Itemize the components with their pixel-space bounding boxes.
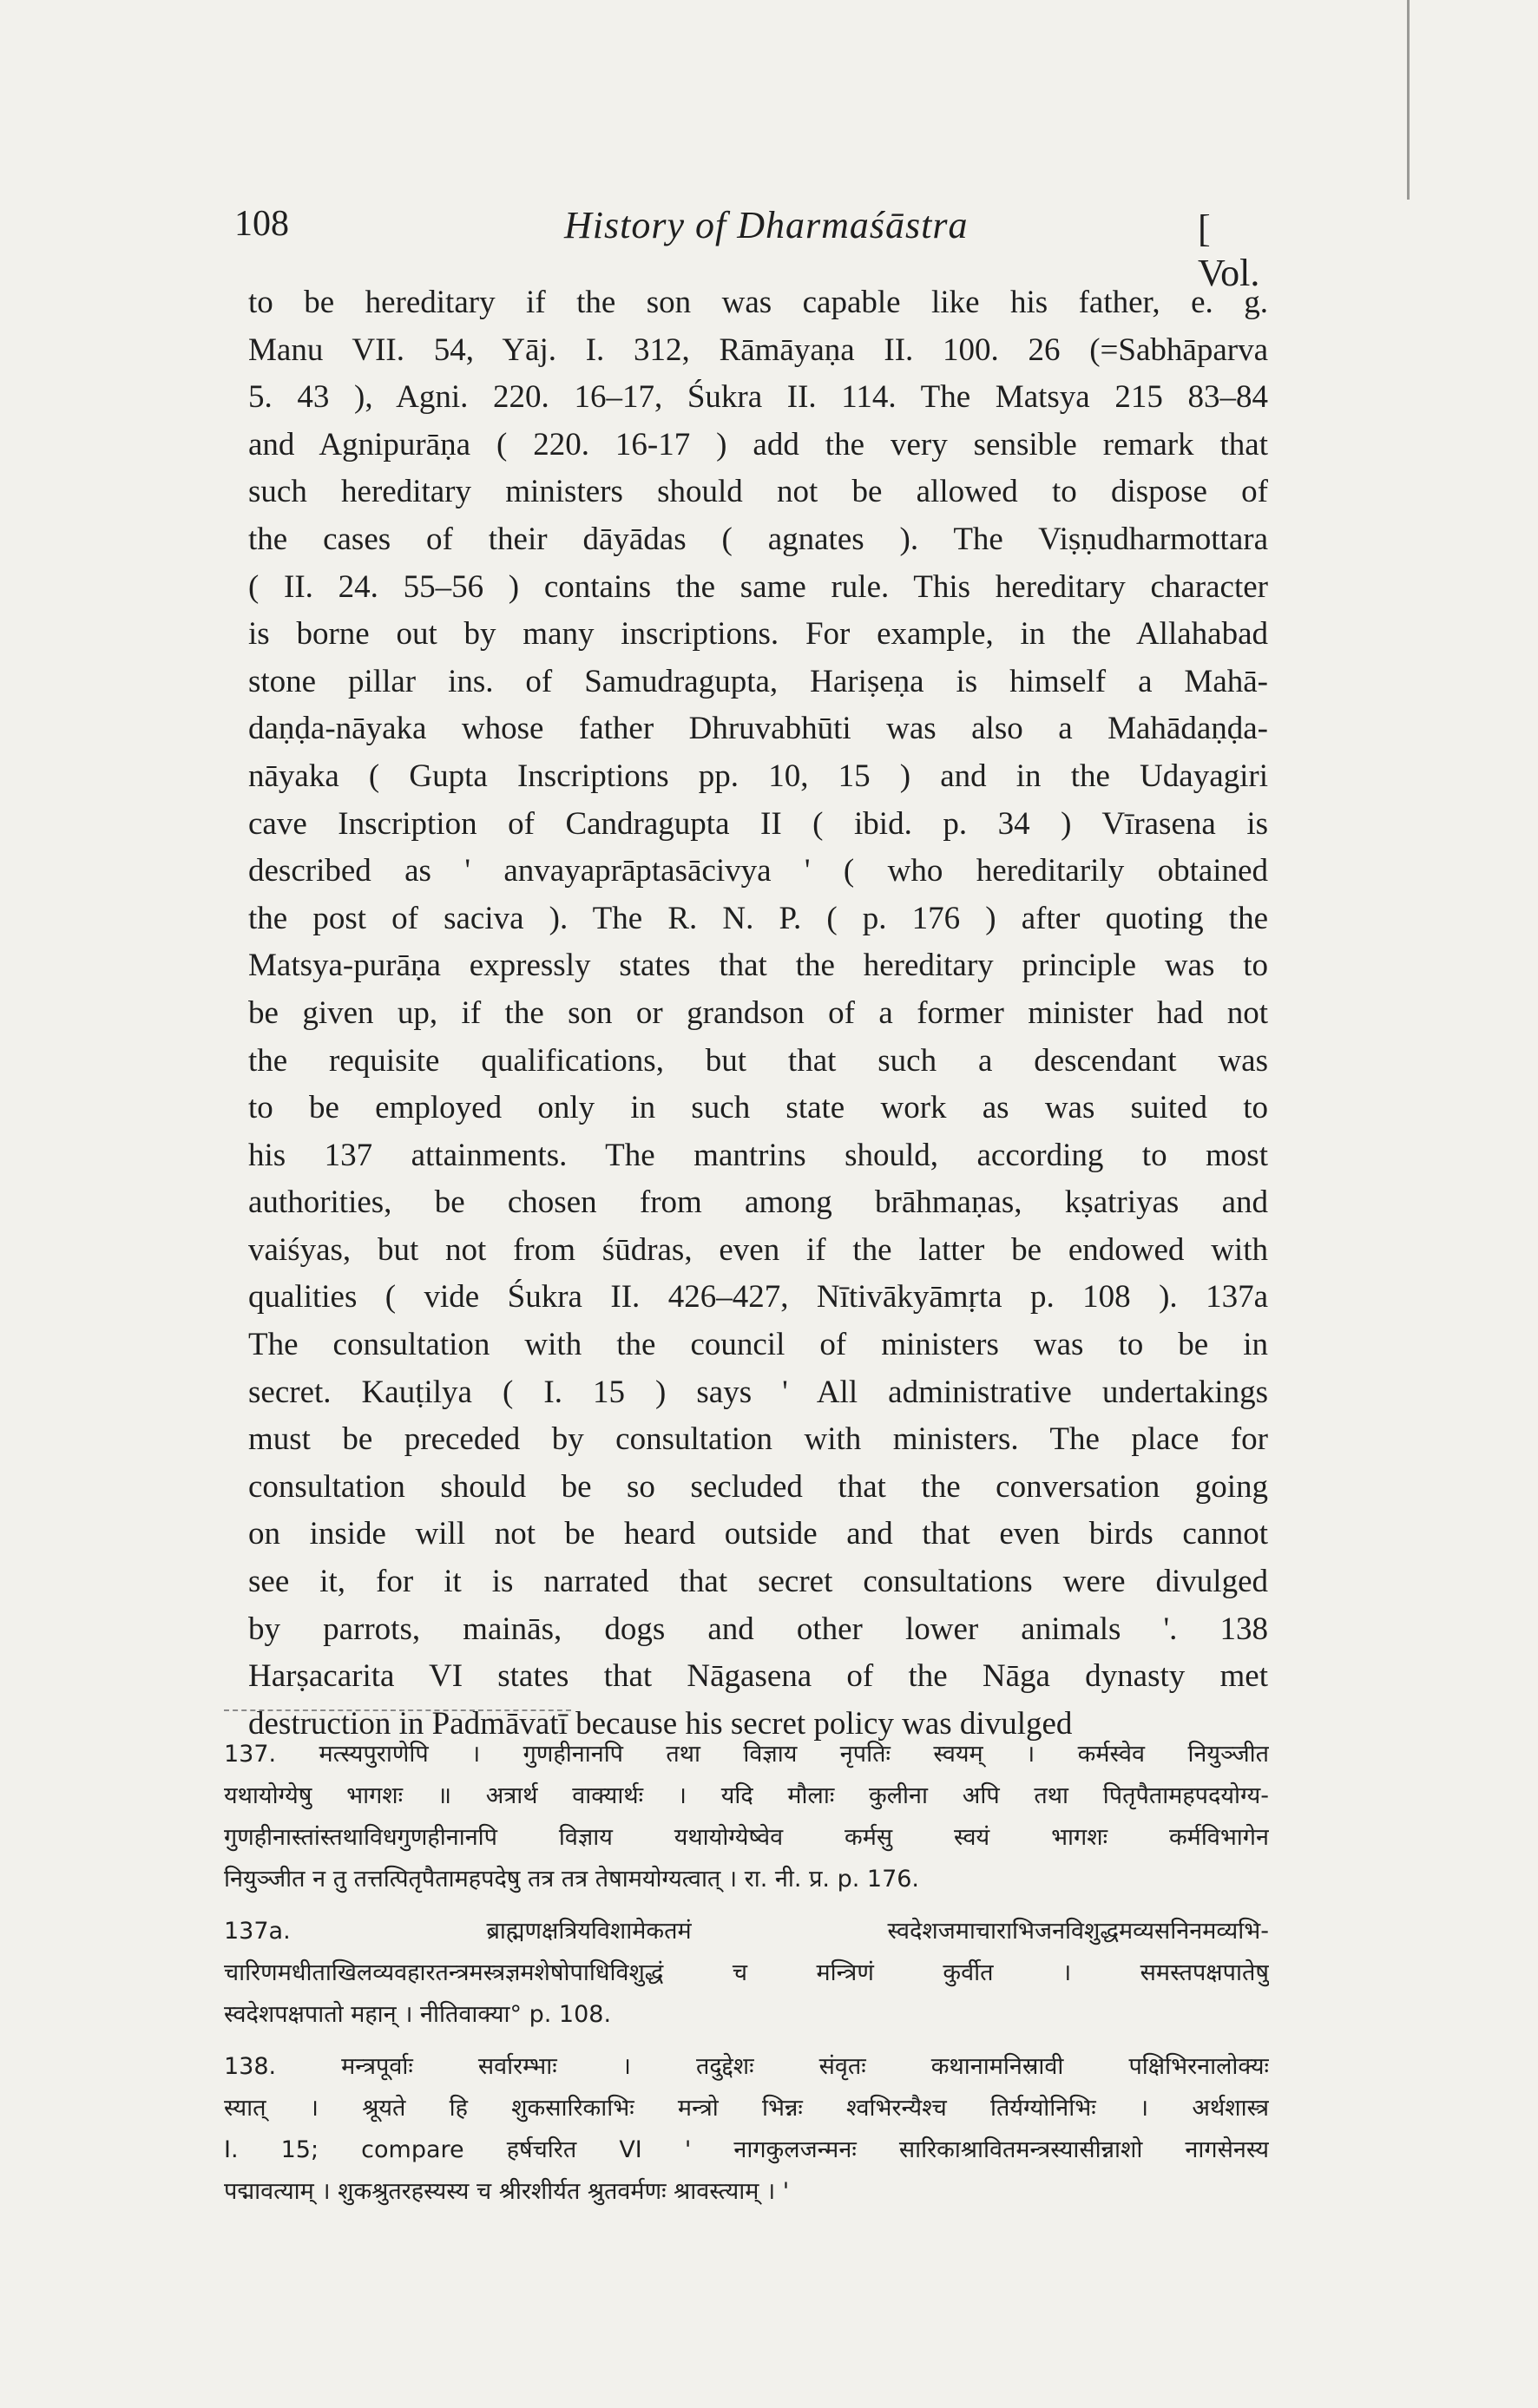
body-line: vaiśyas, but not from śūdras, even if the latter be endowed with bbox=[248, 1231, 1268, 1268]
body-line: the cases of their dāyādas ( agnates ). The Viṣṇudharmottara bbox=[248, 521, 1268, 557]
body-line: The consultation with the council of ministers was to be in bbox=[248, 1327, 1268, 1363]
footnote-line: यथायोग्येषु भागशः ॥ अत्रार्थ वाक्यार्थः । यदि मौलाः कुलीना अपि तथा पितृपैतामहपदयोग्य- bbox=[224, 1782, 1269, 1809]
footnote-line: 138. मन्त्रपूर्वाः सर्वारम्भाः । तदुद्देशः संवृतः कथानामनिस्रावी पक्षिभिरनालोक्यः bbox=[224, 2053, 1269, 2080]
body-line: authorities, be chosen from among brāhmaṇas, kṣatriyas and bbox=[248, 1184, 1268, 1221]
body-line: Manu VII. 54, Yāj. I. 312, Rāmāyaṇa II. 100. 26 (=Sabhāparva bbox=[248, 331, 1268, 368]
footnote-138 bbox=[224, 2046, 1269, 2213]
footnote-line: नियुञ्जीत न तु तत्तत्पितृपैतामहपदेषु तत्र तत्र तेषामयोग्यत्वात् । रा. नी. प्र. p. 176. bbox=[224, 1866, 920, 1893]
body-line: Matsya-purāṇa expressly states that the hereditary principle was to bbox=[248, 948, 1268, 984]
footnote-line: स्वदेशपक्षपातो महान् । नीतिवाक्या° p. 108. bbox=[224, 2001, 612, 2028]
body-line: to be hereditary if the son was capable like his father, e. g. bbox=[248, 285, 1268, 320]
running-title: History of Dharmaśāstra bbox=[564, 204, 969, 246]
footnote-line: 137a. ब्राह्मणक्षत्रियविशामेकतमं स्वदेशजमाचाराभिजनविशुद्धमव्यसनिनमव्यभि- bbox=[224, 1918, 1269, 1945]
body-line: nāyaka ( Gupta Inscriptions pp. 10, 15 ) and in the Udayagiri bbox=[248, 758, 1268, 794]
body-line: to be employed only in such state work as was suited to bbox=[248, 1090, 1268, 1126]
body-line: consultation should be so secluded that the conversation going bbox=[248, 1468, 1268, 1505]
body-line: cave Inscription of Candragupta II ( ibid. p. 34 ) Vīrasena is bbox=[248, 805, 1268, 842]
body-text bbox=[248, 279, 1268, 1748]
footnote-line: पद्मावत्याम् । शुकश्रुतरहस्यस्य च श्रीरशीर्यत श्रुतवर्मणः श्रावस्त्याम् । ' bbox=[224, 2178, 790, 2205]
footnote-137 bbox=[224, 1734, 1269, 1900]
body-line: be given up, if the son or grandson of a former minister had not bbox=[248, 994, 1268, 1031]
body-line: by parrots, mainās, dogs and other lower animals '. 138 bbox=[248, 1611, 1268, 1647]
footnote-line: स्यात् । श्रूयते हि शुकसारिकाभिः मन्त्रो भिन्नः श्वभिरन्यैश्च तिर्यग्योनिभिः । अर्थशास्त्र bbox=[224, 2095, 1269, 2122]
body-line: is borne out by many inscriptions. For example, in the Allahabad bbox=[248, 616, 1268, 653]
body-line: must be preceded by consultation with ministers. The place for bbox=[248, 1421, 1268, 1458]
body-line: his 137 attainments. The mantrins should, according to most bbox=[248, 1137, 1268, 1173]
footnote-line: चारिणमधीताखिलव्यवहारतन्त्रमस्त्रज्ञमशेषोपाधिविशुद्धं च मन्त्रिणं कुर्वीत । समस्तपक्षपातेषु bbox=[224, 1959, 1269, 1986]
footnote-line: I. 15; compare हर्षचरित VI ' नागकुलजन्मनः सारिकाश्रावितमन्त्रस्यासीन्नाशो नागसेनस्य bbox=[224, 2136, 1269, 2163]
body-line: qualities ( vide Śukra II. 426–427, Nītivākyāmṛta p. 108 ). 137a bbox=[248, 1279, 1268, 1316]
body-line: ( II. 24. 55–56 ) contains the same rule. This hereditary character bbox=[248, 568, 1268, 605]
footnote-137a bbox=[224, 1911, 1269, 2036]
body-line: on inside will not be heard outside and that even birds cannot bbox=[248, 1516, 1268, 1552]
body-line: the post of saciva ). The R. N. P. ( p. 176 ) after quoting the bbox=[248, 900, 1268, 936]
footnote-line: 137. मत्स्यपुराणेपि । गुणहीनानपि तथा विज्ञाय नृपतिः स्वयम् । कर्मस्वेव नियुञ्जीत bbox=[224, 1741, 1269, 1768]
body-line: stone pillar ins. of Samudragupta, Hariṣeṇa is himself a Mahā- bbox=[248, 663, 1268, 699]
body-line: destruction in Padmāvatī because his secret policy was divulged bbox=[248, 1705, 1073, 1742]
body-line: secret. Kauṭilya ( I. 15 ) says ' All administrative undertakings bbox=[248, 1374, 1268, 1410]
body-line: 5. 43 ), Agni. 220. 16–17, Śukra II. 114. The Matsya 215 83–84 bbox=[248, 379, 1268, 416]
page-number: 108 bbox=[234, 204, 289, 244]
body-line: described as ' anvayaprāptasācivya ' ( who hereditarily obtained bbox=[248, 853, 1268, 889]
body-line: daṇḍa-nāyaka whose father Dhruvabhūti was also a Mahādaṇḍa- bbox=[248, 711, 1268, 747]
footnote-line: गुणहीनास्तांस्तथाविधगुणहीनानपि विज्ञाय यथायोग्येष्वेव कर्मसु स्वयं भागशः कर्मविभागेन bbox=[224, 1824, 1269, 1851]
body-line: the requisite qualifications, but that such a descendant was bbox=[248, 1042, 1268, 1079]
footnote-divider bbox=[224, 1709, 571, 1711]
page-header bbox=[234, 198, 1276, 294]
body-line: such hereditary ministers should not be allowed to dispose of bbox=[248, 474, 1268, 510]
body-line: Harṣacarita VI states that Nāgasena of the Nāga dynasty met bbox=[248, 1658, 1268, 1695]
volume-label: [ Vol. bbox=[1198, 207, 1260, 294]
body-line: and Agnipurāṇa ( 220. 16-17 ) add the very sensible remark that bbox=[248, 426, 1268, 463]
footnotes bbox=[224, 1734, 1269, 2223]
scan-edge-line bbox=[1407, 0, 1410, 200]
body-line: see it, for it is narrated that secret consultations were divulged bbox=[248, 1564, 1268, 1600]
